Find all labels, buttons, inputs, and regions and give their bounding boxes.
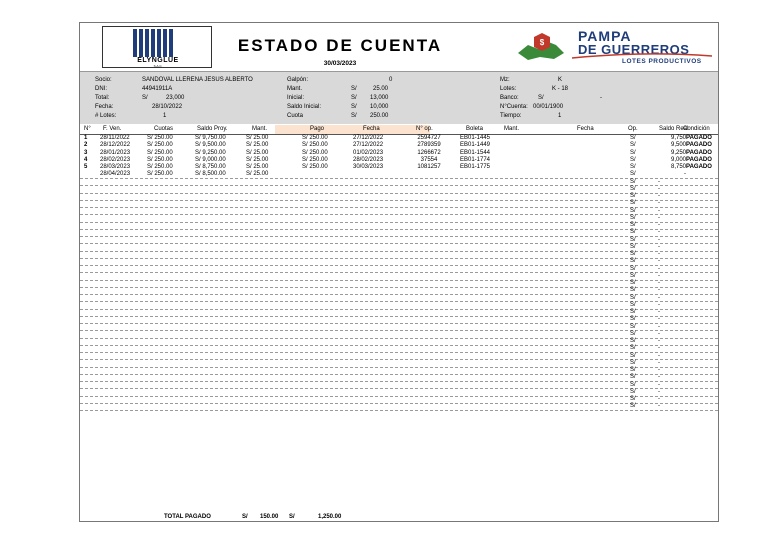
col-mant: Mant. bbox=[252, 126, 268, 132]
cell-saldo-real-currency: S/ bbox=[630, 178, 636, 185]
totals-mant-currency: S/ bbox=[242, 514, 248, 520]
cell-saldo-real-currency: S/ bbox=[630, 309, 636, 315]
banco-value: - bbox=[600, 95, 602, 101]
cell-saldo-real: 9,500 bbox=[670, 142, 686, 149]
cell-saldo-real-currency: S/ bbox=[630, 287, 636, 294]
cell-fven: 28/01/2023 bbox=[100, 149, 131, 156]
client-info-panel bbox=[80, 72, 718, 124]
cell-saldo-real-currency: S/ bbox=[630, 265, 636, 272]
cell-saldo-real-empty: - bbox=[658, 359, 660, 366]
banco-currency: S/ bbox=[538, 95, 544, 101]
cell-saldo-real-empty: - bbox=[658, 388, 660, 395]
cell-fven: 28/03/2023 bbox=[100, 164, 131, 170]
col-condicion: Condición bbox=[683, 126, 710, 132]
cell-pago: S/ 250.00 bbox=[302, 164, 328, 170]
col-saldo-real: Saldo Real bbox=[659, 126, 689, 132]
cell-boleta: EB01-1449 bbox=[460, 142, 491, 149]
cell-saldo-real-currency: S/ bbox=[630, 142, 636, 149]
cell-saldo-real-empty: - bbox=[658, 272, 660, 279]
cell-nop: 1081257 bbox=[417, 164, 441, 170]
cell-saldo-real-empty: - bbox=[658, 323, 660, 330]
payment-table-body bbox=[80, 135, 718, 515]
cell-nop: 2594727 bbox=[417, 135, 441, 141]
cell-boleta: EB01-1445 bbox=[460, 135, 491, 141]
cell-condicion: PAGADO bbox=[686, 164, 712, 170]
socio-label: Socio: bbox=[95, 77, 112, 83]
saldo-inicial-currency: S/ bbox=[351, 104, 357, 110]
cell-saldo-real-currency: S/ bbox=[630, 258, 636, 265]
cell-saldo-real-empty: - bbox=[658, 258, 660, 265]
cuota-label: Cuota bbox=[287, 113, 304, 119]
cell-nop: 2789359 bbox=[417, 142, 441, 149]
col-fecha2: Fecha bbox=[577, 126, 594, 132]
brand-line-2: DE GUERREROS bbox=[578, 42, 690, 57]
cell-saldo-real-currency: S/ bbox=[630, 222, 636, 228]
cell-saldo-real-currency: S/ bbox=[630, 156, 636, 163]
cell-cuota: S/ 250.00 bbox=[147, 149, 173, 156]
fecha-label: Fecha: bbox=[95, 104, 114, 110]
table-row bbox=[80, 157, 718, 164]
cell-saldo-real-currency: S/ bbox=[630, 149, 636, 156]
mz-label: Mz: bbox=[500, 77, 510, 83]
cell-saldo-real-currency: S/ bbox=[630, 403, 636, 410]
cell-fecha: 27/12/2022 bbox=[353, 142, 384, 149]
totals-mant-value: 150.00 bbox=[260, 514, 279, 520]
cell-saldo-real-empty: - bbox=[658, 200, 660, 207]
socio-value: SANDOVAL LLERENA JESUS ALBERTO bbox=[142, 77, 253, 83]
cell-saldo-proy: S/ 9,000.00 bbox=[195, 156, 226, 163]
cell-saldo-real-empty: - bbox=[658, 236, 660, 243]
cell-n: 5 bbox=[84, 164, 88, 170]
left-logo-text: ELYNGLUE bbox=[137, 57, 179, 64]
cell-saldo-real-empty: - bbox=[658, 381, 660, 388]
lotes-count-label: # Lotes: bbox=[95, 113, 117, 119]
cell-saldo-real-empty: - bbox=[658, 352, 660, 359]
cell-boleta: EB01-1775 bbox=[460, 164, 491, 170]
cell-saldo-real-currency: S/ bbox=[630, 388, 636, 395]
cell-saldo-proy: S/ 9,500.00 bbox=[195, 142, 226, 149]
row-divider bbox=[80, 410, 718, 411]
left-logo-subtext: S.A.C. bbox=[153, 64, 163, 68]
lotes-count-value: 1 bbox=[163, 113, 167, 119]
cell-saldo-real-currency: S/ bbox=[630, 381, 636, 388]
cell-saldo-proy: S/ 9,250.00 bbox=[195, 149, 226, 156]
cell-saldo-real-empty: - bbox=[658, 229, 660, 236]
tiempo-label: Tiempo: bbox=[500, 113, 522, 119]
col-n: N° bbox=[84, 126, 91, 132]
cell-saldo-real-currency: S/ bbox=[630, 135, 636, 141]
pampa-de-guerreros-logo bbox=[512, 25, 716, 69]
cell-saldo-real-currency: S/ bbox=[630, 301, 636, 308]
cell-saldo-proy: S/ 8,500.00 bbox=[195, 171, 226, 178]
cell-saldo-real: 8,750 bbox=[670, 164, 686, 170]
cell-nop: 37554 bbox=[420, 156, 438, 163]
totals-pago-currency: S/ bbox=[289, 514, 295, 520]
table-row bbox=[80, 164, 718, 171]
cell-saldo-real-currency: S/ bbox=[630, 229, 636, 236]
cell-saldo-real-currency: S/ bbox=[630, 396, 636, 402]
total-value: 23,000 bbox=[166, 95, 185, 101]
cell-saldo-real-empty: - bbox=[658, 367, 660, 373]
cell-saldo-real-empty: - bbox=[658, 309, 660, 315]
dni-label: DNI: bbox=[95, 86, 107, 92]
cell-saldo-real: 9,000 bbox=[670, 156, 686, 163]
cell-saldo-real-empty: - bbox=[658, 403, 660, 410]
inicial-currency: S/ bbox=[351, 95, 357, 101]
cell-saldo-real-currency: S/ bbox=[630, 207, 636, 214]
mant-label: Mant. bbox=[287, 86, 303, 92]
totals-label: TOTAL PAGADO bbox=[164, 514, 211, 520]
cell-fecha: 01/02/2023 bbox=[353, 149, 384, 156]
statement-date: 30/03/2023 bbox=[323, 60, 357, 67]
cell-fven: 28/02/2023 bbox=[100, 156, 131, 163]
cell-saldo-real-currency: S/ bbox=[630, 323, 636, 330]
cell-saldo-real: - bbox=[684, 171, 686, 178]
cell-saldo-real-empty: - bbox=[658, 251, 660, 257]
col-pago: Pago bbox=[310, 126, 325, 132]
cell-saldo-real-currency: S/ bbox=[630, 352, 636, 359]
galpon-label: Galpón: bbox=[287, 77, 309, 83]
cell-fven: 28/04/2023 bbox=[100, 171, 131, 178]
map-emblem-icon bbox=[516, 31, 566, 63]
cell-cuota: S/ 250.00 bbox=[147, 135, 173, 141]
elynglue-logo bbox=[102, 26, 212, 68]
dni-value: 44941911A bbox=[142, 86, 173, 92]
mz-value: K bbox=[558, 77, 563, 83]
cell-cuota: S/ 250.00 bbox=[147, 142, 173, 149]
cell-saldo-real-currency: S/ bbox=[630, 330, 636, 337]
cell-saldo-real-empty: - bbox=[658, 280, 660, 286]
building-bars-icon bbox=[133, 29, 173, 57]
cell-saldo-real-currency: S/ bbox=[630, 316, 636, 323]
cell-saldo-real-currency: S/ bbox=[630, 243, 636, 250]
cell-saldo-real-currency: S/ bbox=[630, 272, 636, 279]
cell-cuota: S/ 250.00 bbox=[147, 171, 173, 178]
saldo-inicial-label: Saldo Inicial: bbox=[287, 104, 322, 110]
cell-fven: 28/12/2022 bbox=[100, 142, 131, 149]
col-nop: N° op. bbox=[416, 126, 433, 132]
table-row bbox=[80, 142, 718, 149]
cell-saldo-real-currency: S/ bbox=[630, 214, 636, 221]
cell-saldo-real-empty: - bbox=[658, 178, 660, 185]
account-statement-sheet bbox=[79, 22, 719, 522]
cell-n: 3 bbox=[84, 149, 88, 156]
cell-pago: S/ 250.00 bbox=[302, 149, 328, 156]
cell-condicion: PAGADO bbox=[686, 142, 712, 149]
cell-fecha: 27/12/2022 bbox=[353, 135, 384, 141]
cell-saldo-real-empty: - bbox=[658, 316, 660, 323]
cell-saldo-real-empty: - bbox=[658, 193, 660, 199]
cell-saldo-real-currency: S/ bbox=[630, 367, 636, 373]
cell-saldo-real-empty: - bbox=[658, 330, 660, 337]
cell-saldo-real-currency: S/ bbox=[630, 359, 636, 366]
cell-boleta: EB01-1774 bbox=[460, 156, 491, 163]
cell-cuota: S/ 250.00 bbox=[147, 164, 173, 170]
cell-pago: S/ 250.00 bbox=[302, 142, 328, 149]
cell-fecha: 28/02/2023 bbox=[353, 156, 384, 163]
inicial-label: Inicial: bbox=[287, 95, 305, 101]
cell-saldo-real-currency: S/ bbox=[630, 251, 636, 257]
ncuenta-value: 00/01/1900 bbox=[533, 104, 564, 110]
col-boleta: Boleta bbox=[466, 126, 484, 132]
mant-currency: S/ bbox=[351, 86, 357, 92]
cell-saldo-real-currency: S/ bbox=[630, 294, 636, 301]
fecha-value: 28/10/2022 bbox=[152, 104, 183, 110]
cell-fecha: 30/03/2023 bbox=[353, 164, 384, 170]
total-label: Total: bbox=[95, 95, 110, 101]
inicial-value: 13,000 bbox=[370, 95, 389, 101]
svg-text:$: $ bbox=[539, 38, 545, 47]
cell-saldo-real-currency: S/ bbox=[630, 193, 636, 199]
col-saldo-proy: Saldo Proy. bbox=[197, 126, 228, 132]
cell-saldo-real-currency: S/ bbox=[630, 200, 636, 207]
cuota-value: 250.00 bbox=[370, 113, 389, 119]
cell-saldo-real-currency: S/ bbox=[630, 374, 636, 381]
mant-value: 25.00 bbox=[373, 86, 389, 92]
totals-pago-value: 1,250.00 bbox=[318, 514, 342, 520]
cell-saldo-proy: S/ 9,750.00 bbox=[195, 135, 226, 141]
galpon-value: 0 bbox=[389, 77, 393, 83]
cell-saldo-real-empty: - bbox=[658, 374, 660, 381]
cell-saldo-proy: S/ 8,750.00 bbox=[195, 164, 226, 170]
cell-boleta: EB01-1544 bbox=[460, 149, 491, 156]
brand-line-3: LOTES PRODUCTIVOS bbox=[622, 58, 702, 65]
cell-n: 1 bbox=[84, 135, 88, 141]
tiempo-value: 1 bbox=[558, 113, 562, 119]
cell-saldo-real-currency: S/ bbox=[630, 185, 636, 192]
lotes-label: Lotes: bbox=[500, 86, 517, 92]
table-row bbox=[80, 135, 718, 142]
col-mant2: Mant. bbox=[504, 126, 520, 132]
totals-row bbox=[80, 513, 718, 521]
cell-saldo-real-empty: - bbox=[658, 243, 660, 250]
cell-mant: S/ 25.00 bbox=[246, 171, 269, 178]
cell-saldo-real: 9,250 bbox=[670, 149, 686, 156]
pago-header-band bbox=[275, 125, 430, 134]
cell-saldo-real-empty: - bbox=[658, 301, 660, 308]
cell-mant: S/ 25.00 bbox=[246, 142, 269, 149]
col-op: Op. bbox=[628, 126, 638, 132]
cell-saldo-real-currency: S/ bbox=[630, 171, 636, 178]
banco-label: Banco: bbox=[500, 95, 519, 101]
ncuenta-label: N°Cuenta: bbox=[500, 104, 528, 110]
cell-condicion: PAGADO bbox=[686, 135, 712, 141]
brand-line-1: PAMPA bbox=[578, 28, 632, 44]
cell-saldo-real-empty: - bbox=[658, 265, 660, 272]
cell-condicion: PAGADO bbox=[686, 156, 712, 163]
saldo-inicial-value: 10,000 bbox=[370, 104, 389, 110]
col-fven: F. Ven. bbox=[103, 126, 122, 132]
cell-saldo-real-currency: S/ bbox=[630, 236, 636, 243]
cell-pago: S/ 250.00 bbox=[302, 135, 328, 141]
cell-saldo-real-currency: S/ bbox=[630, 338, 636, 344]
cell-saldo-real-currency: S/ bbox=[630, 345, 636, 352]
statement-header bbox=[80, 23, 718, 72]
cell-saldo-real-empty: - bbox=[658, 294, 660, 301]
cell-saldo-real-currency: S/ bbox=[630, 164, 636, 170]
cell-saldo-real-empty: - bbox=[658, 214, 660, 221]
cell-mant: S/ 25.00 bbox=[246, 135, 269, 141]
cell-nop: 1266672 bbox=[417, 149, 441, 156]
cell-condicion: PAGADO bbox=[686, 149, 712, 156]
cell-mant: S/ 25.00 bbox=[246, 149, 269, 156]
cell-saldo-real-empty: - bbox=[658, 207, 660, 214]
cell-fven: 28/11/2022 bbox=[100, 135, 130, 141]
table-row bbox=[80, 150, 718, 157]
cell-saldo-real-empty: - bbox=[658, 287, 660, 294]
lotes-value: K - 18 bbox=[552, 86, 569, 92]
cell-mant: S/ 25.00 bbox=[246, 156, 269, 163]
table-column-header bbox=[80, 125, 718, 135]
col-fecha: Fecha bbox=[363, 126, 380, 132]
cell-mant: S/ 25.00 bbox=[246, 164, 269, 170]
cell-saldo-real-empty: - bbox=[658, 345, 660, 352]
total-currency: S/ bbox=[142, 95, 148, 101]
page-title: ESTADO DE CUENTA bbox=[237, 36, 443, 55]
col-cuotas: Cuotas bbox=[154, 126, 174, 132]
cell-n: 4 bbox=[84, 156, 88, 163]
cell-saldo-real-empty: - bbox=[658, 396, 660, 402]
cell-saldo-real-empty: - bbox=[658, 185, 660, 192]
cell-saldo-real-empty: - bbox=[658, 222, 660, 228]
cell-n: 2 bbox=[84, 142, 88, 149]
cell-saldo-real: 9,750 bbox=[670, 135, 686, 141]
cell-saldo-real-currency: S/ bbox=[630, 280, 636, 286]
cell-pago: S/ 250.00 bbox=[302, 156, 328, 163]
cell-cuota: S/ 250.00 bbox=[147, 156, 173, 163]
cuota-currency: S/ bbox=[351, 113, 357, 119]
cell-saldo-real-empty: - bbox=[658, 338, 660, 344]
